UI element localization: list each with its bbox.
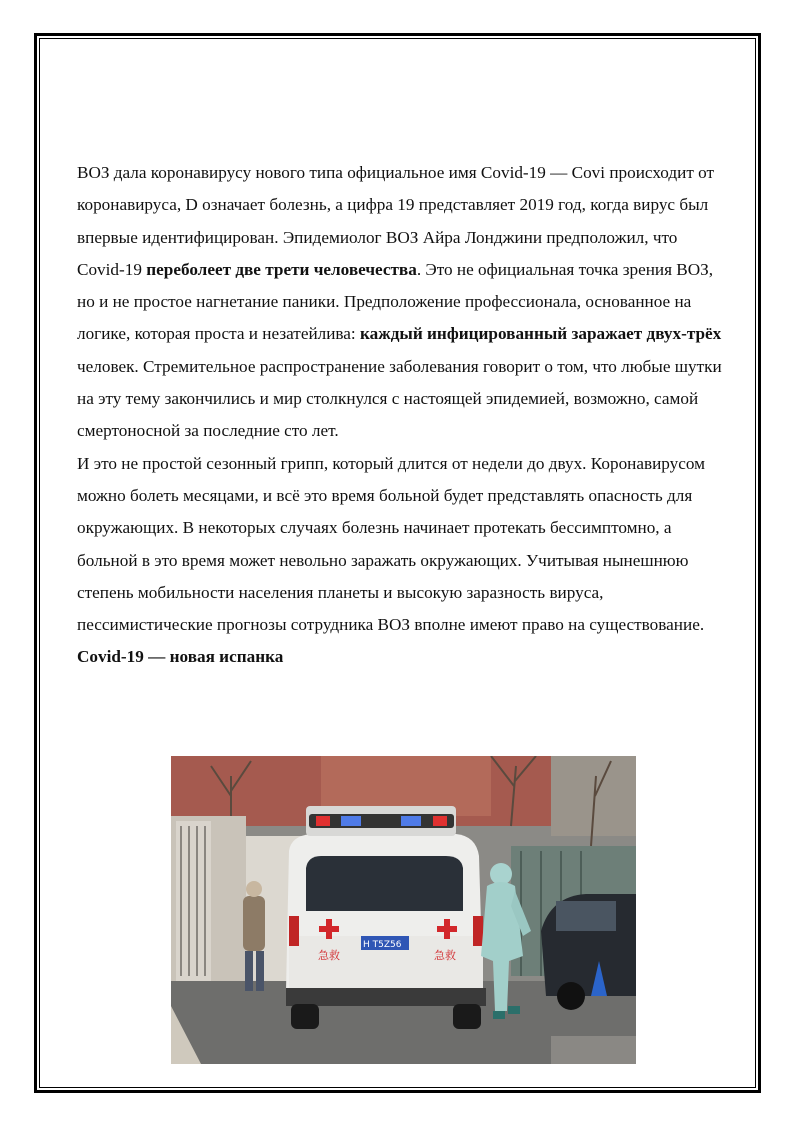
bold-two-thirds: переболеет две трети человечества: [146, 259, 417, 279]
ambulance-photo: [171, 756, 636, 1064]
license-plate: H T5Z56: [363, 940, 402, 950]
ambulance-label-left: 急救: [318, 949, 340, 962]
paragraph-flu: И это не простой сезонный грипп, который длится от недели до двух. Коронавирусом можно болеть месяцами, и всё это время больной будет представлять опасность для окружающих. В некоторых случаях болезнь начинает протекать бессимптомно, а больной в это время может невольно заражать окружающих. Учитывая нынешнюю степень мобильности населения планеты и высокую заразность вируса, пессимистические прогнозы сотрудника ВОЗ вполне имеют право на существование.: [77, 453, 706, 635]
document-body: [77, 157, 727, 674]
ambulance-label-right: 急救: [434, 949, 456, 962]
paragraph-intro-text-3: человек. Стремительное распространение заболевания говорит о том, что любые шутки на эту тему закончились и мир столкнулся с настоящей эпидемией, возможно, самой смертоносной за последние сто лет.: [77, 356, 722, 441]
paragraph-intro-text-1: ВОЗ дала коронавирусу нового типа официальное имя Covid-19 — Covi происходит от коронавируса, D означает болезнь, а цифра 19 представляет 2019 год, когда вирус был впервые идентифицирован. Эпидемиолог ВОЗ Айра Лонджини предположил, что Covid-19: [77, 163, 715, 279]
ambulance-photo-illustration: [171, 756, 636, 1064]
section-heading: Covid-19 — новая испанка: [77, 647, 284, 667]
paragraph-intro: [77, 157, 727, 448]
paragraph-intro-text-2: . Это не официальная точка зрения ВОЗ, но и не простое нагнетание паники. Предположение профессионала, основанное на логике, которая проста и незатейлива:: [77, 259, 714, 344]
bold-each-infected: каждый инфицированный заражает двух-трёх: [360, 324, 722, 344]
